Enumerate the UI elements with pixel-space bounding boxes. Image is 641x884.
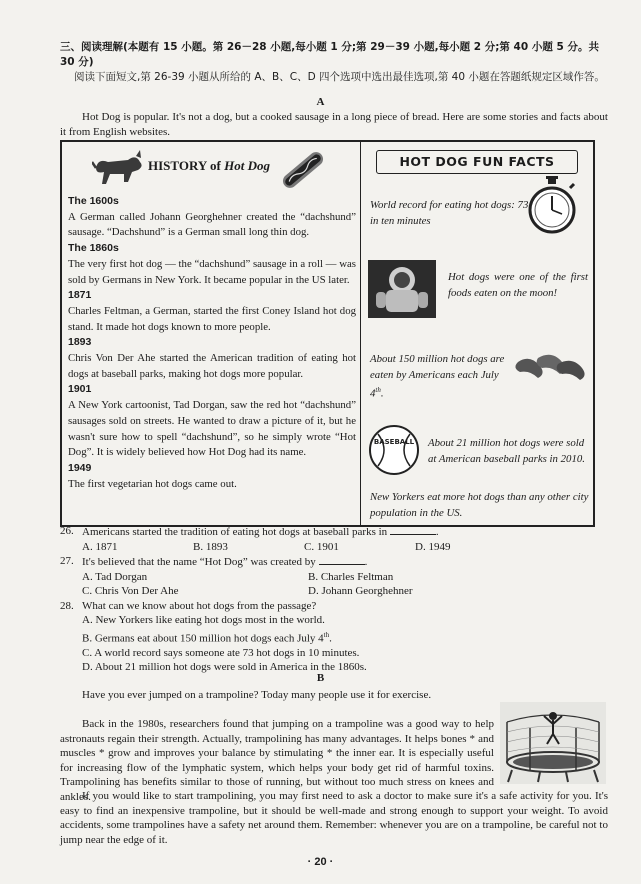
option: A. New Yorkers like eating hot dogs most in the world. bbox=[82, 614, 325, 626]
history-title: HISTORY of Hot Dog bbox=[148, 158, 270, 173]
option: C. Chris Von Der Ahe bbox=[82, 585, 179, 597]
question-28: 28. What can we know about hot dogs from the passage? bbox=[60, 599, 317, 612]
astronaut-icon bbox=[368, 260, 436, 318]
passage-b-para-1: Have you ever jumped on a trampoline? Today many people use it for exercise. bbox=[82, 689, 432, 701]
passage-a-label: A bbox=[316, 96, 325, 108]
history-entry: 1893 Chris Von Der Ahe started the American tradition of eating hot dogs at baseball parks, making hot dogs more popular. bbox=[68, 336, 356, 380]
history-entry: The 1860s The very first hot dog — the “dachshund” sausage in a roll — was sold by Germans in New York. It became popular in the US later. bbox=[68, 242, 356, 286]
option: A. Tad Dorgan bbox=[82, 570, 148, 583]
option: C. 1901 bbox=[304, 540, 339, 553]
fun-facts-title: HOT DOG FUN FACTS bbox=[376, 150, 578, 174]
baseball-icon bbox=[368, 424, 420, 476]
option: B. Charles Feltman bbox=[308, 570, 394, 583]
fact-baseball-parks: About 21 million hot dogs were sold at American baseball parks in 2010. bbox=[428, 437, 585, 465]
option: B. Germans eat about 150 million hot dogs each July 4th. bbox=[82, 630, 332, 645]
fun-facts-column bbox=[362, 142, 593, 525]
questions-26-28 bbox=[60, 524, 610, 675]
question-26: 26. Americans started the tradition of eating hot dogs at baseball parks in . bbox=[60, 525, 439, 538]
option: A. 1871 bbox=[82, 540, 118, 553]
hot-dog-info-box bbox=[60, 140, 595, 527]
answer-blank bbox=[390, 524, 436, 535]
page-number: · 20 · bbox=[307, 856, 334, 868]
passage-a-intro: Hot Dog is popular. It's not a dog, but a cooked sausage in a long piece of bread. Here are some stories and facts about it from English websites. bbox=[60, 111, 608, 138]
fact-moon: Hot dogs were one of the first foods eaten on the moon! bbox=[448, 271, 588, 299]
fact-world-record: World record for eating hot dogs: 73 in ten minutes bbox=[370, 199, 529, 227]
answer-blank bbox=[319, 554, 365, 565]
passage-b-para-2: Back in the 1980s, researchers found that jumping on a trampoline was a good way to help astronauts regain their strength. Actually, trampolining has many advantages. It helps bones * and muscles * grow and improves your balance by stimulating * the inner ear. It is especially useful for increasing flow of the lymphatic system, which helps your body get rid of harmful toxins. Trampolining has benefits similar to those of running, but without too much stress on knees and ankles. bbox=[60, 718, 494, 803]
question-26-options bbox=[60, 540, 610, 555]
option: D. Johann Georghehner bbox=[308, 585, 413, 597]
hot-dog-icon bbox=[277, 150, 329, 190]
fact-new-yorkers: New Yorkers eat more hot dogs than any other city population in the US. bbox=[370, 491, 589, 519]
box-divider bbox=[360, 142, 361, 525]
history-entry: 1901 A New York cartoonist, Tad Dorgan, saw the red hot “dachshund” sausages sold on streets. He wanted to draw a picture of it, but he wasn't sure how to spell “dachshund”, so he simply wrote “Hot Dog”. It is widely believed how Hot Dog had its name. bbox=[68, 383, 356, 459]
section-instructions: 阅读下面短文,第 26-39 小题从所给的 A、B、C、D 四个选项中选出最佳选项,第 40 小题在答题纸规定区域作答。 bbox=[74, 71, 605, 83]
history-entry: 1871 Charles Feltman, a German, started the first Coney Island hot dog stand. It made hot dogs known to more people. bbox=[68, 289, 356, 333]
section-heading: 三、阅读理解(本题有 15 小题。第 26－28 小题,每小题 1 分;第 29－39 小题,每小题 2 分;第 40 小题 5 分。共 30 分) bbox=[60, 41, 599, 68]
question-27: 27. It's believed that the name “Hot Dog” was created by . bbox=[60, 555, 368, 568]
option: D. About 21 million hot dogs were sold in America in the 1860s. bbox=[82, 661, 367, 674]
option: B. 1893 bbox=[193, 540, 228, 553]
question-27-options-row1 bbox=[60, 570, 610, 585]
sausages-icon bbox=[512, 350, 588, 386]
history-entry: The 1600s A German called Johann Georghehner created the “dachshund” sausage. “Dachshund” is a German small long thin dog. bbox=[68, 195, 356, 239]
baseball-logo-text: BASEBALL bbox=[373, 438, 415, 446]
history-list bbox=[68, 194, 356, 492]
option: C. A world record says someone ate 73 hot dogs in 10 minutes. bbox=[82, 646, 360, 659]
stopwatch-icon bbox=[526, 176, 578, 236]
passage-b-para-3: If you would like to start trampolining, you may first need to ask a doctor to make sure it's a safe activity for you. It's easy to find an inexpensive trampoline, but it should be well-made and strong enough to support your weight. To avoid accidents, some trampolines have a safety net around them. Remember: whenever you are on a trampoline, be careful not to jump near the edge of it. bbox=[60, 790, 608, 846]
dachshund-dog-icon bbox=[92, 148, 146, 188]
trampoline-photo bbox=[500, 702, 606, 784]
history-entry: 1949 The first vegetarian hot dogs came out. bbox=[68, 461, 237, 490]
option: D. 1949 bbox=[415, 540, 451, 553]
passage-b-label: B bbox=[316, 672, 325, 684]
fact-july-4th: About 150 million hot dogs are eaten by Americans each July 4th. bbox=[370, 353, 505, 400]
question-27-options-row2 bbox=[60, 584, 610, 599]
